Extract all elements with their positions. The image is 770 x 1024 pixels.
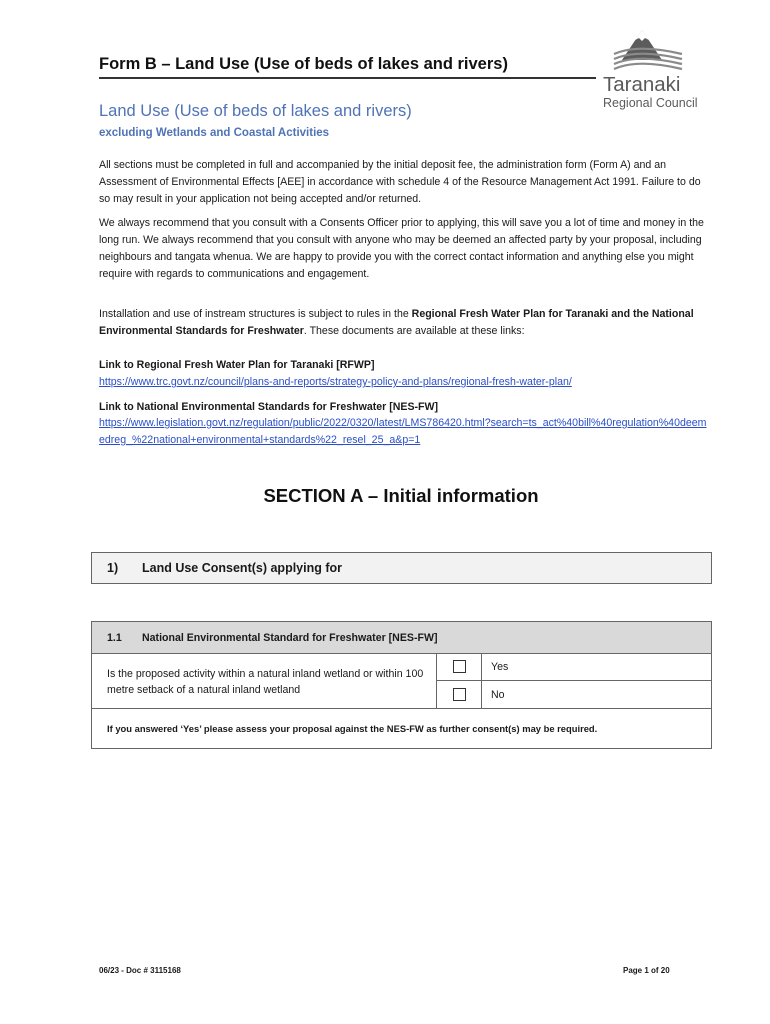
table-header xyxy=(92,622,711,654)
page-number: Page 1 of 20 xyxy=(623,966,670,975)
row-divider xyxy=(92,708,711,709)
section-number: 1) xyxy=(107,561,119,575)
wetland-question: Is the proposed activity within a natural inland wetland or within 100 metre setback of a natural inland wetland xyxy=(107,668,424,696)
column-divider xyxy=(481,654,482,708)
form-title: Form B – Land Use (Use of beds of lakes and rivers) xyxy=(99,55,508,73)
document-reference: 06/23 - Doc # 3115168 xyxy=(99,966,181,975)
title-divider xyxy=(99,77,596,79)
nesfw-link[interactable]: https://www.legislation.govt.nz/regulation/public/2022/0320/latest/LMS786420.html?search=ts_act%40bill%40regulation%40deemedreg_%22national+environmental+standards%22_resel_25_a&p=1 xyxy=(99,417,707,446)
rfwp-link-title: Link to Regional Fresh Water Plan for Taranaki [RFWP] xyxy=(99,359,375,371)
section-title: SECTION A – Initial information xyxy=(263,485,539,506)
page-heading: Land Use (Use of beds of lakes and rivers) xyxy=(99,102,412,120)
question-heading: National Environmental Standard for Freshwater [NES-FW] xyxy=(142,632,438,644)
row-divider xyxy=(436,680,711,681)
page-subheading: excluding Wetlands and Coastal Activities xyxy=(99,127,330,139)
instream-structures-paragraph xyxy=(99,306,711,340)
logo-subtitle: Regional Council xyxy=(603,96,698,110)
requirements-paragraph: All sections must be completed in full and accompanied by the initial deposit fee, the administration form (Form A) and an Assessment of Environmental Effects [AEE] in accordance with schedule 4 of the Resource Management Act 1991. Failure to do so may result in your application not being accepted and/or returned. xyxy=(99,159,701,205)
nesfw-question-table xyxy=(91,621,712,749)
rfwp-link[interactable]: https://www.trc.govt.nz/council/plans-and-reports/strategy-policy-and-plans/regional-fresh-water-plan/ xyxy=(99,376,572,388)
no-checkbox[interactable] xyxy=(453,688,466,701)
section-label: Land Use Consent(s) applying for xyxy=(142,561,343,575)
question-number: 1.1 xyxy=(107,632,122,644)
mountain-logo-icon xyxy=(612,28,684,72)
column-divider xyxy=(436,654,437,708)
paragraph-text-bold: Regional Fresh Water Plan for Taranaki and the National Environmental Standards for Freshwater xyxy=(99,308,694,337)
council-logo xyxy=(598,28,710,114)
yes-answer-note: If you answered ‘Yes’ please assess your proposal against the NES-FW as further consent(s) may be required. xyxy=(107,723,598,734)
yes-option-label: Yes xyxy=(491,661,509,673)
paragraph-text-end: . These documents are available at these links: xyxy=(303,325,525,337)
paragraph-text-start: Installation and use of instream structures is subject to rules in the xyxy=(99,308,412,320)
no-option-label: No xyxy=(491,689,505,701)
nesfw-link-title: Link to National Environmental Standards for Freshwater [NES-FW] xyxy=(99,401,439,413)
logo-name: Taranaki xyxy=(603,73,681,96)
yes-checkbox[interactable] xyxy=(453,660,466,673)
consultation-paragraph: We always recommend that you consult with a Consents Officer prior to applying, this will save you a lot of time and money in the long run. We always recommend that you consult with anyone who may be deemed an affected party by your proposal, including neighbours and tangata whenua. We are happy to provide you with the correct contact information and anything else you might require with regards to communications and engagement. xyxy=(99,217,704,280)
consent-type-header xyxy=(91,552,712,584)
